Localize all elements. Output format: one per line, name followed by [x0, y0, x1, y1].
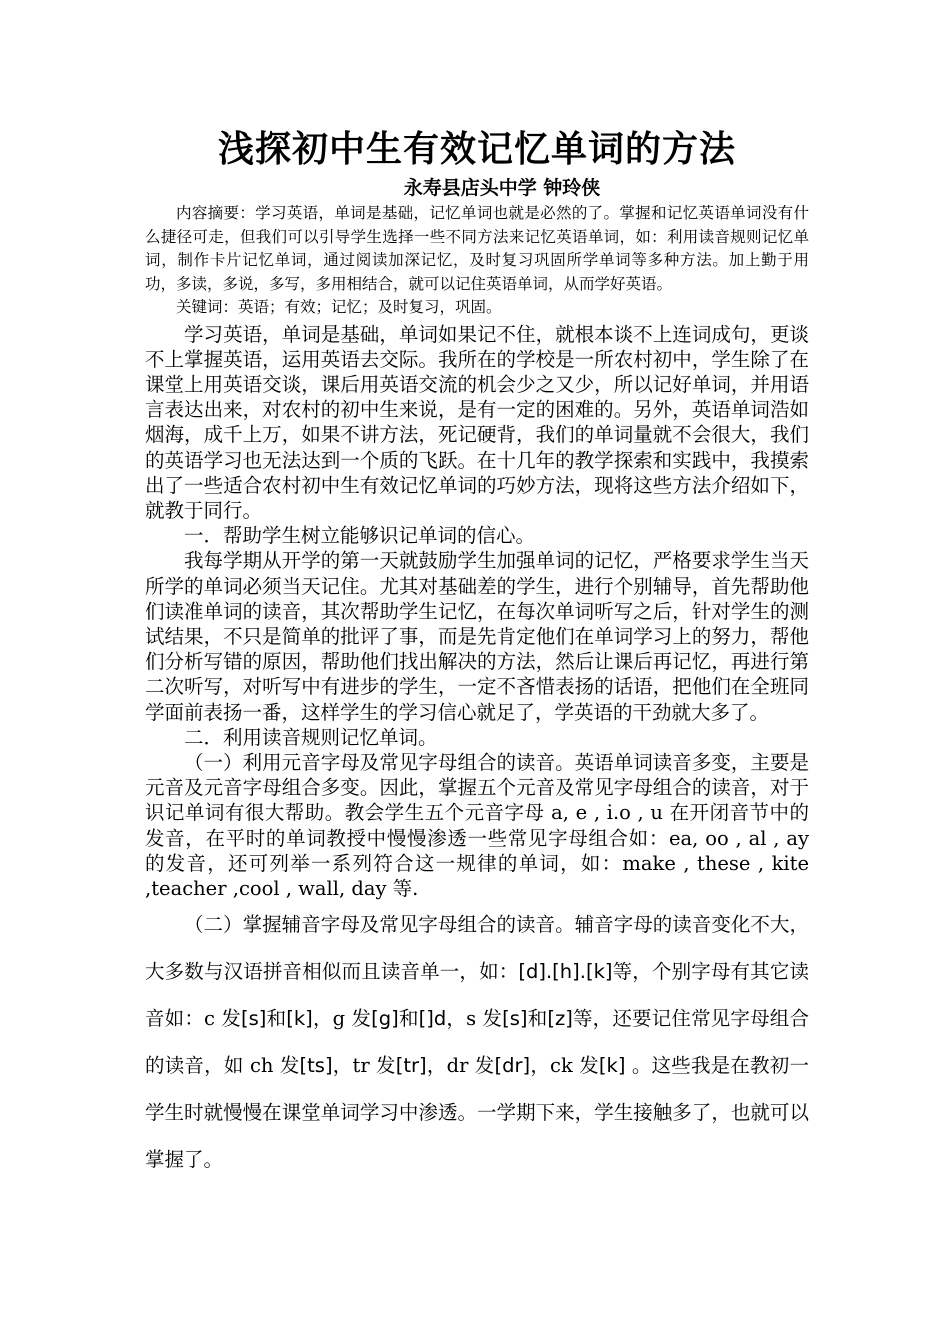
phonetic-symbol: [tr]	[395, 1054, 427, 1078]
text-run: 和	[527, 1007, 548, 1031]
text-run: ，tr 发	[332, 1054, 396, 1078]
phonetic-symbol: [s]	[502, 1007, 528, 1031]
text-run: ，dr 发	[426, 1054, 495, 1078]
text-run: 和	[266, 1007, 287, 1031]
phonetic-symbol: [ts]	[299, 1054, 333, 1078]
phonetic-symbol: [s]	[241, 1007, 267, 1031]
text-run: （二）掌握辅音字母及常见字母组合的读音。辅音字母的读音变化不大，大多数与汉语拼音相似而且读音单一，如：	[145, 913, 809, 984]
document-title: 浅探初中生有效记忆单词的方法	[217, 128, 736, 170]
section-1-paragraph: 我每学期从开学的第一天就鼓励学生加强单词的记忆，严格要求学生当天所学的单词必须当天记住。尤其对基础差的学生，进行个别辅导，首先帮助他们读准单词的读音，其次帮助学生记忆，在每次单词听写之后，针对学生的测试结果，不只是简单的批评了事，而是先肯定他们在单词学习上的努力，帮他们分析写错的原因，帮助他们找出解决的方法，然后让课后再记忆，再进行第二次听写，对听写中有进步的学生，一定不吝惜表扬的话语，把他们在全班同学面前表扬一番，这样学生的学习信心就足了，学英语的干劲就大多了。	[145, 549, 809, 724]
text-run: 等，还要记住常见字母组合的读音，如 ch 发	[145, 1007, 809, 1078]
phonetic-symbol: [k]	[598, 1054, 626, 1078]
text-run: 和	[398, 1007, 419, 1031]
abstract-paragraph: 内容摘要：学习英语，单词是基础，记忆单词也就是必然的了。掌握和记忆英语单词没有什么捷径可走，但我们可以引导学生选择一些不同方法来记忆英语单词，如：利用读音规则记忆单词，制作卡片记忆单词，通过阅读加深记忆，及时复习巩固所学单词等多种方法。加上勤于用功，多读，多说，多写，多用相结合，就可以记住英语单词，从而学好英语。	[145, 204, 809, 293]
section-2-paragraph-1: （一）利用元音字母及常见字母组合的读音。英语单词读音多变，主要是元音及元音字母组合多变。因此，掌握五个元音及常见字母组合的读音，对于识记单词有很大帮助。教会学生五个元音字母 a, e , i.o , u 在开闭音节中的发音，在平时的单词教授中慢慢渗透一些常见字母组合如：ea, oo , al , ay 的发音，还可列举一系列符合这一规律的单词，如：make , these , kite ,teacher ,cool , wall, day 等.	[145, 750, 809, 900]
document-content	[145, 124, 809, 1183]
text-run: 。这些我是在教初一学生时就慢慢在课堂单词学习中渗透。一学期下来，学生接触多了，也就可以掌握了。	[145, 1054, 810, 1172]
phonetic-symbol: []d	[418, 1007, 447, 1031]
phonetic-symbol: [dr]	[494, 1054, 531, 1078]
phonetic-symbol: [z]	[547, 1007, 573, 1031]
text-run: 等，个别字母有其它读音如：c 发	[145, 960, 809, 1031]
section-2-paragraph-2	[145, 901, 809, 1183]
section-heading-2: 二．利用读音规则记忆单词。	[184, 725, 438, 749]
phonetic-symbol: [d].[h].[k]	[518, 960, 613, 984]
intro-paragraph: 学习英语，单词是基础，单词如果记不住，就根本谈不上连词成句，更谈不上掌握英语，运用英语去交际。我所在的学校是一所农村初中，学生除了在课堂上用英语交谈，课后用英语交流的机会少之又少，所以记好单词，并用语言表达出来，对农村的初中生来说，是有一定的困难的。另外，英语单词浩如烟海，成千上万，如果不讲方法，死记硬背，我们的单词量就不会很大，我们的英语学习也无法达到一个质的飞跃。在十几年的教学探索和实践中，我摸索出了一些适合农村初中生有效记忆单词的巧妙方法，现将这些方法介绍如下，就教于同行。	[145, 322, 809, 522]
section-heading-1: 一．帮助学生树立能够识记单词的信心。	[184, 524, 536, 548]
phonetic-symbol: [k]	[286, 1007, 313, 1031]
text-run: ，ck 发	[530, 1054, 599, 1078]
text-run: ，g 发	[312, 1007, 372, 1031]
keywords-line: 关键词：英语；有效；记忆；及时复习，巩固。	[176, 298, 502, 316]
author-line: 永寿县店头中学 钟玲侠	[403, 177, 601, 199]
text-run: ，s 发	[446, 1007, 503, 1031]
phonetic-symbol: [g]	[371, 1007, 399, 1031]
